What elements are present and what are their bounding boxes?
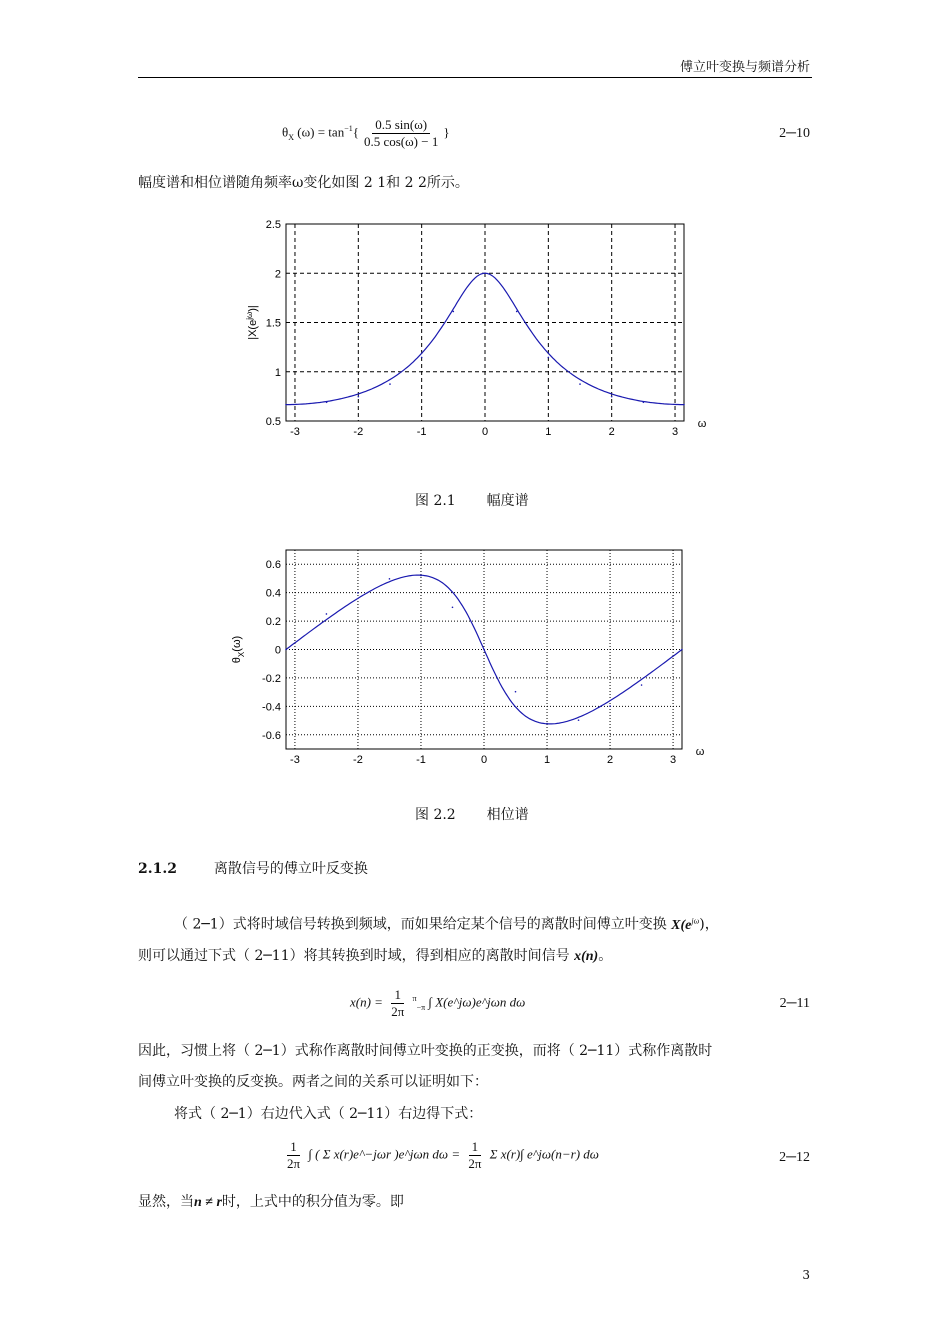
y-tick-label: 1.5 [265,317,281,330]
data-point [358,396,360,398]
caption-number: 图 2.1 [415,493,456,509]
data-point [453,311,455,313]
y-tick-label: 2.5 [265,219,281,231]
x-axis-label: ω [697,418,707,430]
figure-phase-spectrum [220,545,720,790]
data-point [420,575,422,577]
data-point [546,723,548,725]
figure-2-1-caption [415,490,529,510]
data-point [578,719,580,721]
x-tick-label: 3 [671,426,679,438]
x-tick-label: -1 [416,754,426,766]
eq-denominator: 2π [391,1004,405,1019]
data-point [681,649,683,651]
magnitude-chart [240,212,720,462]
x-tick-label: 1 [545,426,552,438]
eq-lhs-sub: X [288,133,295,143]
eq-open-brace: { [352,124,359,140]
data-point [452,606,454,608]
eq-lhs: θ [282,124,289,140]
paragraph-conclusion [138,1192,404,1213]
x-tick-label: -2 [353,754,363,766]
eq-denominator: 0.5 cos(ω) − 1 [363,134,439,149]
data-point [643,401,645,403]
x-tick-label: 2 [608,426,615,438]
figure-2-2-caption [415,804,529,824]
paragraph-inverse-intro-2 [138,946,612,967]
y-tick-label: 0.2 [265,616,281,629]
data-point [326,401,328,403]
eq-denominator-2: 2π [468,1156,482,1171]
data-point [285,404,287,406]
eq-numerator: 0.5 sin(ω) [372,118,430,134]
text-end: 。 [598,948,613,964]
paragraph-figure-intro: 幅度谱和相位谱随角频率ω变化如图 2 1和 2 2所示。 [138,175,469,191]
condition: n ≠ r [194,1195,222,1210]
phase-chart [220,545,720,790]
paragraph-transform-pair-2: 间傅立叶变换的反变换。两者之间的关系可以证明如下： [138,1074,488,1090]
y-tick-label: 0.4 [265,587,281,600]
data-point [548,357,550,359]
x-tick-label: 3 [670,754,677,766]
caption-text: 幅度谱 [486,493,529,509]
eq-sup: −1 [344,124,353,134]
eq-numerator-2: 1 [469,1140,482,1156]
x-tick-label: 1 [543,754,551,766]
y-tick-label: 0.5 [265,416,281,428]
eq-numerator: 1 [391,988,404,1004]
data-point [641,684,643,686]
x-symbol-end: )， [699,916,719,933]
y-tick-label: 0 [274,644,281,657]
x-tick-label: -2 [353,426,364,438]
x-tick-label: 0 [481,426,489,438]
equation-2-12 [282,1140,599,1171]
header-rule [138,77,812,78]
y-tick-label: -0.6 [262,729,281,742]
y-axis-label: $\theta_X(\omega)$ [231,635,246,664]
x-tick-label: 0 [480,754,488,766]
text-end: 时，上式中的积分值为零。即 [221,1194,404,1210]
data-point [609,705,611,707]
data-point [515,691,517,693]
equation-2-11 [350,988,525,1019]
data-point [516,311,518,313]
eq-part2: Σ x(r)∫ e^jω(n−r) dω [489,1146,599,1162]
section-number: 2.1.2 [138,861,177,877]
x-tick-label: -3 [290,426,300,438]
running-header: 傅立叶变换与频谱分析 [679,60,810,75]
y-tick-label: -0.4 [262,701,281,714]
equation-number-2-12: 2─12 [779,1150,810,1165]
paragraph-inverse-intro-1 [174,911,814,936]
x-tick-label: 2 [606,754,614,766]
equation-number-2-11: 2─11 [779,996,810,1011]
eq-part1: ∫ ( Σ x(r)e^−jωr )e^jωn dω = [308,1146,461,1162]
y-tick-label: -0.2 [262,672,281,685]
figure-magnitude-spectrum [240,212,720,462]
eq-int-top: π [412,994,417,1004]
section-title: 离散信号的傅立叶反变换 [213,861,368,877]
y-tick-label: 2 [274,268,281,281]
y-tick-label: 0.6 [265,559,281,572]
xn-symbol: x(n) [574,949,599,964]
eq-numerator: 1 [287,1140,300,1156]
x-axis-label: ω [695,746,705,758]
x-symbol: X(e [671,917,692,933]
text: （ 2─1）式将时域信号转换到频域，而如果给定某个信号的离散时间傅立叶变换 [174,916,667,933]
equation-2-10 [282,118,450,149]
y-axis-label: $|X(e^{j\omega})|$ [245,305,259,340]
data-point [357,592,359,594]
data-point [421,357,423,359]
data-point [579,383,581,385]
equation-number-2-10: 2─10 [779,126,810,141]
eq-lhs-arg: (ω) = tan [297,124,345,140]
caption-text: 相位谱 [486,807,529,823]
data-point [326,613,328,615]
x-tick-label: -3 [290,754,300,766]
data-point [484,272,486,274]
y-tick-label: 1 [274,366,281,379]
data-point [683,404,685,406]
text: 则可以通过下式（ 2─11）将其转换到时域，得到相应的离散时间信号 [138,948,570,964]
eq-denominator: 2π [287,1156,301,1171]
paragraph-transform-pair-1: 因此，习惯上将（ 2─1）式称作离散时间傅立叶变换的正变换，而将（ 2─11）式称作离散时 [138,1043,713,1059]
page-number: 3 [802,1268,810,1282]
text: 显然，当 [138,1194,194,1210]
eq-int-bot: −π [416,1003,426,1013]
data-point [483,649,485,651]
data-point [389,578,391,580]
data-point [389,383,391,385]
caption-number: 图 2.2 [415,807,456,823]
section-heading [138,858,368,878]
data-point [285,649,287,651]
eq-lhs: x(n) = [350,994,383,1010]
eq-body: ∫ X(e^jω)e^jωn dω [428,994,526,1010]
eq-close-brace: } [443,124,450,140]
data-point [611,396,613,398]
x-symbol-sup: jω [691,916,700,925]
paragraph-substitution: 将式（ 2─1）右边代入式（ 2─11）右边得下式： [174,1106,483,1122]
x-tick-label: -1 [416,426,427,438]
